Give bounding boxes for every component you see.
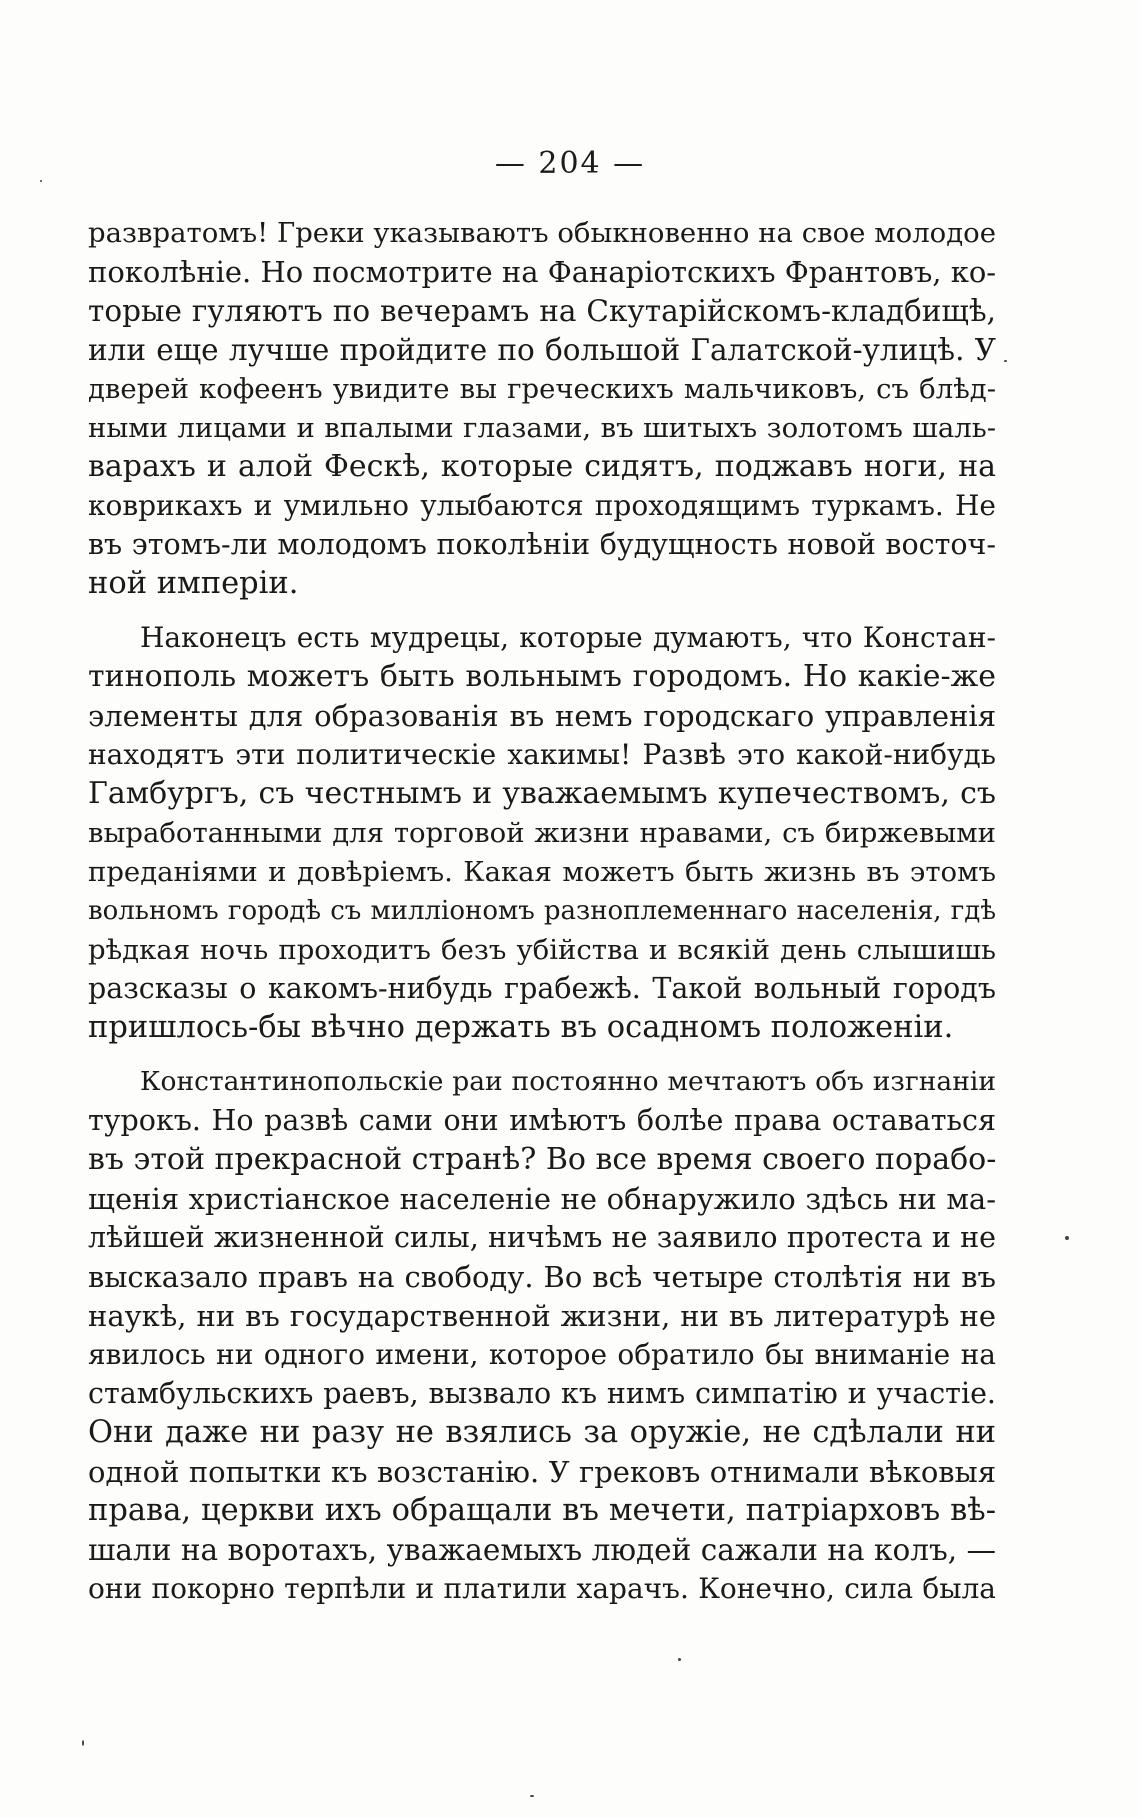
text-line: лѣйшей жизненной силы, ничѣмъ не заявило протеста и не	[88, 1221, 996, 1254]
text-line: варахъ и алой Фескѣ, которые сидятъ, поджавъ ноги, на	[88, 449, 996, 484]
scan-speck	[40, 180, 42, 182]
text-line: щенія христіанское населеніе не обнаружило здѣсь ни ма-	[88, 1182, 996, 1216]
text-line: тинополь можетъ быть вольнымъ городомъ. Но какіе-же	[88, 659, 996, 694]
text-line: развратомъ! Греки указываютъ обыкновенно на свое молодое	[88, 217, 996, 249]
text-line: ной имперіи.	[88, 566, 299, 601]
text-line: наукѣ, ни въ государственной жизни, ни въ литературѣ не	[88, 1299, 996, 1333]
text-line: или еще лучше пройдите по большой Галатской-улицѣ. У	[88, 333, 996, 367]
text-line: они покорно терпѣли и платили харачъ. Конечно, сила была	[88, 1572, 996, 1605]
text-line: разсказы о какомъ-нибудь грабежѣ. Такой вольный городъ	[88, 972, 996, 1005]
scan-speck	[1065, 1236, 1069, 1240]
text-line: права, церкви ихъ обращали въ мечети, патріарховъ вѣ-	[88, 1493, 996, 1528]
text-line: ными лицами и впалыми глазами, въ шитыхъ золотомъ шаль-	[88, 412, 996, 444]
text-line: преданіями и довѣріемъ. Какая можетъ быть жизнь въ этомъ	[88, 856, 996, 888]
text-line: находятъ эти политическіе хакимы! Развѣ это какой-нибудь	[88, 738, 996, 771]
text-line: поколѣніе. Но посмотрите на Фанаріотскихъ Франтовъ, ко-	[88, 255, 997, 289]
scan-speck	[82, 1740, 84, 1746]
text-line: Они даже ни разу не взялись за оружіе, не сдѣлали ни	[88, 1415, 996, 1450]
text-line: одной попытки къ возстанію. У грековъ отнимали вѣковыя	[88, 1455, 996, 1489]
text-line: пришлось-бы вѣчно держать въ осадномъ положеніи.	[88, 1010, 954, 1045]
text-line: торые гуляютъ по вечерамъ на Скутарійскомъ-кладбищѣ,	[88, 294, 996, 328]
page-number-header: — 204 —	[494, 146, 646, 181]
text-line: Наконецъ есть мудрецы, которые думаютъ, что Констан-	[140, 621, 996, 654]
text-line: коврикахъ и умильно улыбаются проходящимъ туркамъ. Не	[88, 489, 996, 522]
text-line: вольномъ городѣ съ милліономъ разноплеменнаго населенія, гдѣ	[88, 896, 996, 926]
scan-speck	[530, 1795, 534, 1797]
scan-speck	[678, 1658, 681, 1661]
text-line: турокъ. Но развѣ сами они имѣютъ болѣе права оставаться	[88, 1104, 996, 1137]
text-line: шали на воротахъ, уважаемыхъ людей сажали на колъ, —	[88, 1533, 996, 1567]
text-line: Константинопольскіе раи постоянно мечтаютъ объ изгнаніи	[140, 1066, 996, 1097]
text-line: стамбульскихъ раевъ, вызвало къ нимъ симпатію и участіе.	[88, 1377, 996, 1410]
text-line: Гамбургъ, съ честнымъ и уважаемымъ купечествомъ, съ	[88, 776, 996, 811]
text-line: явилось ни одного имени, которое обратило бы вниманіе на	[88, 1338, 996, 1371]
text-line: рѣдкая ночь проходитъ безъ убійства и всякій день слышишь	[88, 934, 996, 966]
text-line: элементы для образованія въ немъ городскаго управленія	[88, 699, 996, 733]
text-line: дверей кофеенъ увидите вы греческихъ мальчиковъ, съ блѣд-	[88, 373, 996, 405]
scan-speck	[1004, 360, 1007, 362]
text-line: выработанными для торговой жизни нравами, съ биржевыми	[88, 817, 996, 849]
text-line: въ этой прекрасной странѣ? Во все время своего порабо-	[88, 1142, 997, 1177]
text-line: высказало правъ на свободу. Во всѣ четыре столѣтія ни въ	[88, 1260, 996, 1294]
text-line: въ этомъ-ли молодомъ поколѣніи будущность новой восточ-	[88, 528, 996, 561]
